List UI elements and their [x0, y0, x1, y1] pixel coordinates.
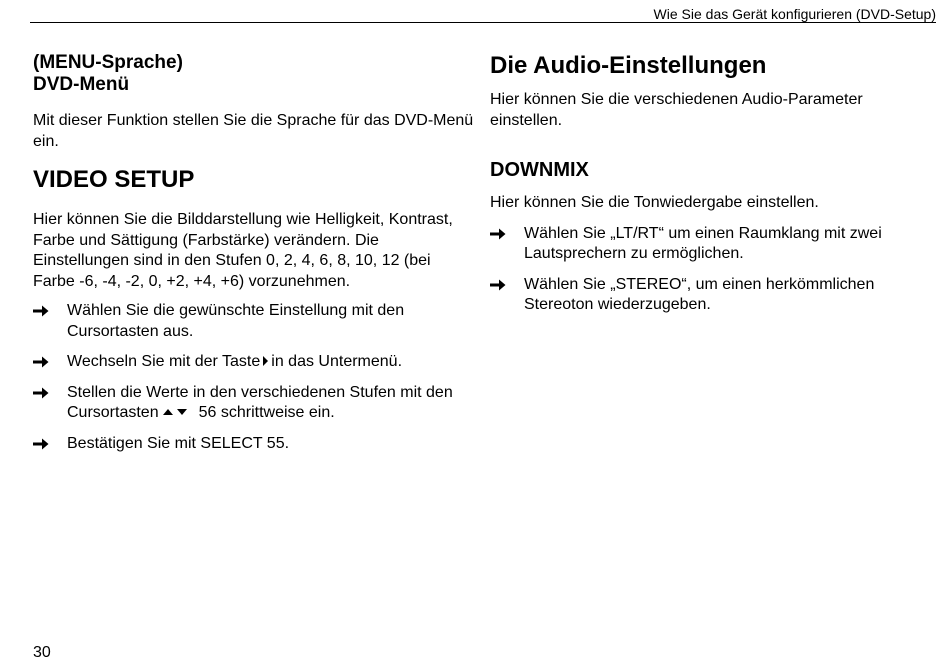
- right-column: [490, 52, 930, 316]
- arrow-right-icon: [33, 356, 49, 368]
- step-text-before: Stellen die Werte in den verschiedenen Stufen mit den Cursortasten: [67, 383, 453, 421]
- arrow-right-icon: [490, 228, 506, 240]
- list-item: [33, 352, 475, 373]
- list-item: [33, 301, 475, 342]
- list-item: [490, 224, 930, 265]
- video-setup-text: Hier können Sie die Bilddarstellung wie Helligkeit, Kontrast, Farbe und Sättigung (Farbstärke) verändern. Die Einstellungen sind in den Stufen 0, 2, 4, 6, 8, 10, 12 (bei Farbe -6, -4, -2, 0, +2, +4, +6) vorzunehmen.: [33, 211, 453, 290]
- audio-settings-heading: Die Audio-Einstellungen: [490, 52, 767, 79]
- list-item: [490, 275, 930, 316]
- step-text: Wählen Sie „STEREO“, um einen herkömmlichen Stereoton wiederzugeben.: [524, 275, 875, 313]
- step-text-after: in das Untermenü.: [271, 353, 403, 370]
- step-text: Bestätigen Sie mit SELECT 55.: [67, 434, 290, 452]
- step-text: Wählen Sie die gewünschte Einstellung mit den Cursortasten aus.: [67, 302, 405, 340]
- triangle-down-icon: [177, 409, 187, 415]
- arrow-right-icon: [33, 387, 49, 399]
- header-rule: [30, 22, 936, 23]
- step-text: Wählen Sie „LT/RT“ um einen Raumklang mit zwei Lautsprechern zu ermöglichen.: [524, 224, 882, 262]
- list-item: [33, 434, 475, 455]
- arrow-right-icon: [33, 305, 49, 317]
- menu-language-heading-line2: DVD-Menü: [33, 74, 130, 95]
- step-text-before: Wechseln Sie mit der Taste: [67, 353, 261, 370]
- downmix-steps: [490, 224, 930, 316]
- menu-language-heading-line1: (MENU-Sprache): [33, 52, 183, 73]
- step-text-after: 56 schrittweise ein.: [198, 404, 335, 421]
- arrow-right-icon: [33, 438, 49, 450]
- list-item: [33, 383, 475, 424]
- arrow-right-icon: [490, 279, 506, 291]
- left-column: [33, 52, 475, 454]
- downmix-text: Hier können Sie die Tonwiedergabe einstellen.: [490, 194, 819, 211]
- downmix-heading: DOWNMIX: [490, 159, 589, 181]
- video-setup-steps: [33, 301, 475, 454]
- page-number: 30: [33, 644, 51, 661]
- audio-settings-text: Hier können Sie die verschiedenen Audio-Parameter einstellen.: [490, 91, 863, 129]
- triangle-right-icon: [263, 356, 268, 366]
- running-header: Wie Sie das Gerät konfigurieren (DVD-Setup): [653, 6, 936, 22]
- video-setup-heading: VIDEO SETUP: [33, 166, 195, 193]
- menu-language-text: Mit dieser Funktion stellen Sie die Sprache für das DVD-Menü ein.: [33, 112, 474, 150]
- triangle-up-icon: [163, 409, 173, 415]
